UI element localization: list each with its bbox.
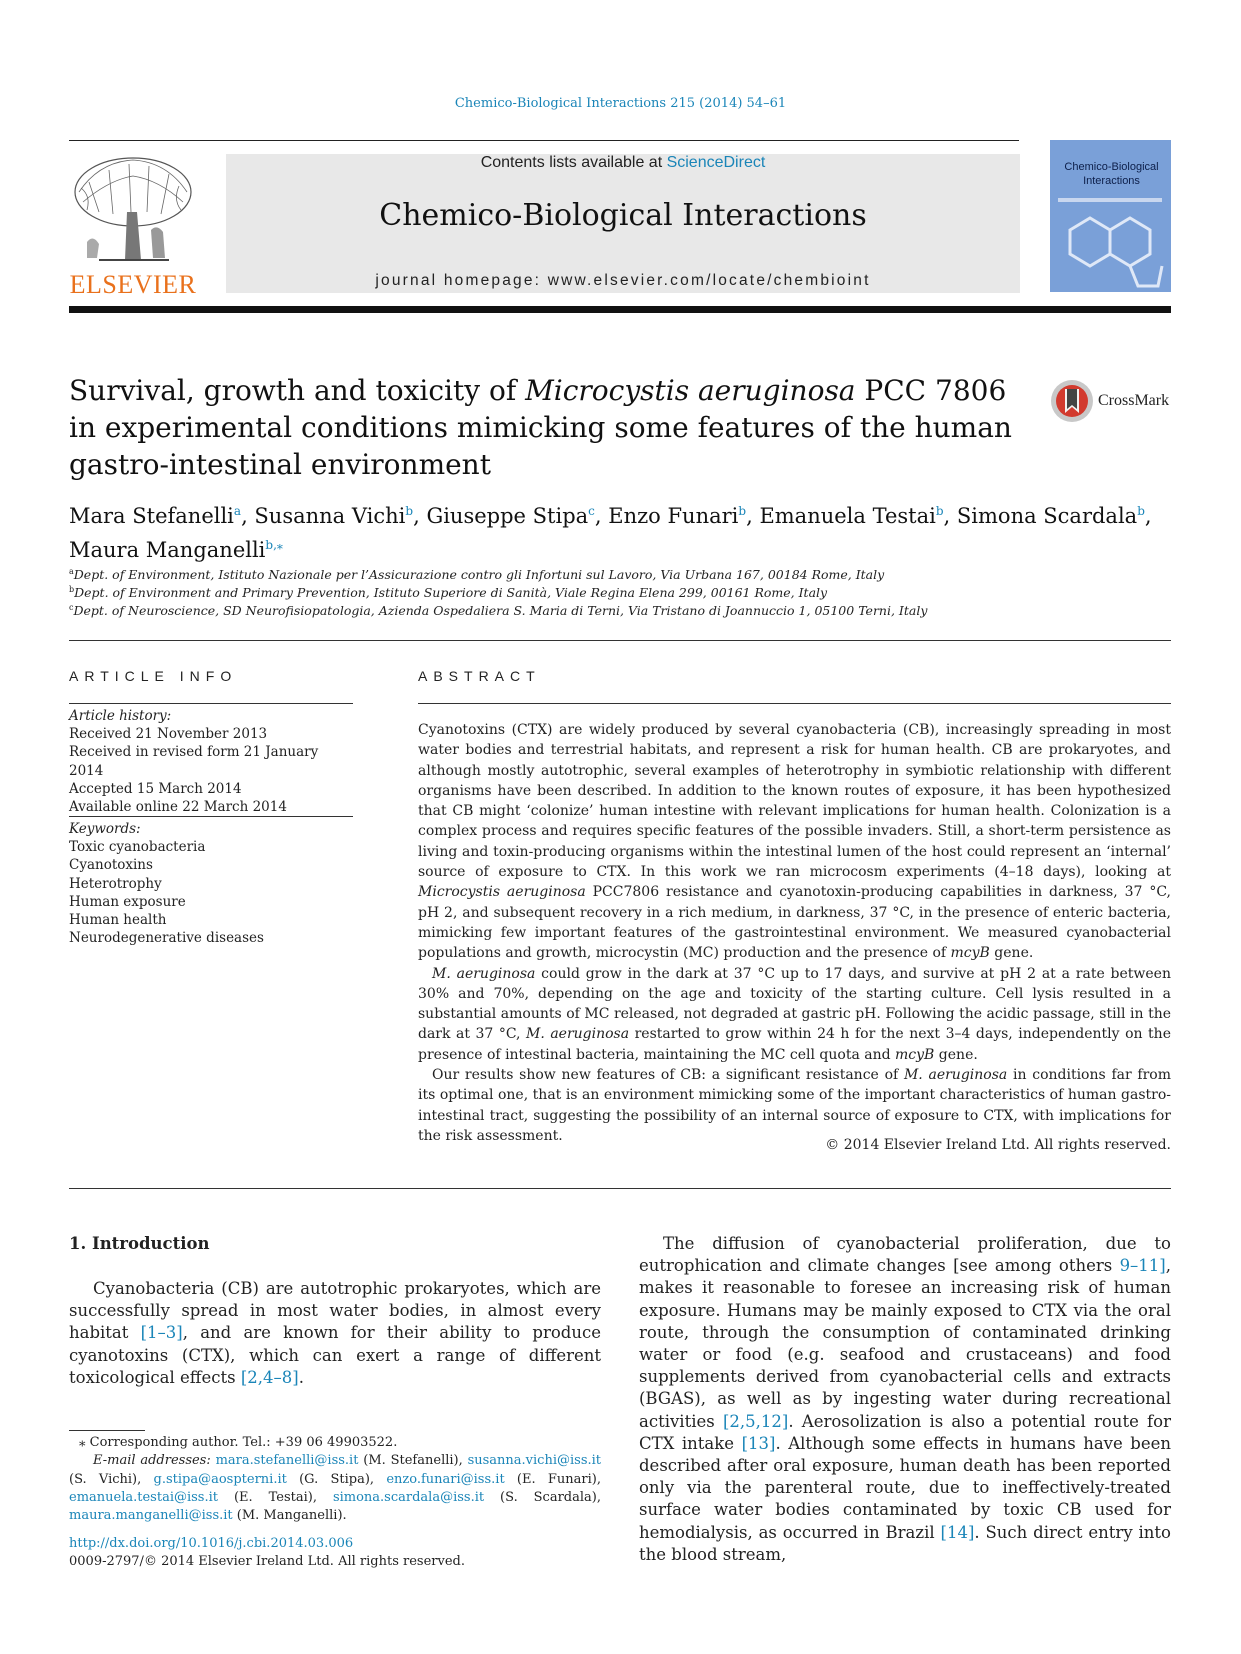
author-name: Enzo Funari (608, 504, 739, 528)
email-owner: (E. Funari), (504, 1471, 601, 1487)
footnote: ⁎ Corresponding author. Tel.: +39 06 49903522. E-mail addresses: mara.stefanelli@iss.it (M. Stefanelli), susanna.vichi@iss.it (S. Vichi), g.stipa@aospterni.it (G. Stipa), enzo.funari@iss.it (E. Funari), emanuela.testai@iss.it (E. Testai), simona.scardala@iss.it (S. Scardala), maura.manganelli@iss.it (M. Manganelli). (69, 1435, 601, 1524)
email-owner: (S. Vichi), (69, 1471, 154, 1487)
author-separator: , (241, 504, 255, 528)
email-link[interactable]: g.stipa@aospterni.it (153, 1471, 287, 1487)
author-name: Giuseppe Stipa (426, 504, 589, 528)
email-owner: (G. Stipa), (286, 1471, 387, 1487)
ref-14[interactable]: [14] (940, 1522, 975, 1542)
ref-2-4-8[interactable]: [2,4–8] (240, 1367, 299, 1387)
email-link[interactable]: emanuela.testai@iss.it (69, 1489, 218, 1505)
email-label: E-mail addresses: (93, 1453, 211, 1469)
article-info-heading: ARTICLE INFO (69, 668, 238, 684)
email-link[interactable]: simona.scardala@iss.it (332, 1489, 485, 1505)
contents-line: Contents lists available at ScienceDirect (480, 154, 766, 171)
ref-1-3[interactable]: [1–3] (140, 1323, 183, 1343)
ref-13[interactable]: [13] (741, 1433, 776, 1453)
right-column-paragraph: The diffusion of cyanobacterial proliferation, due to eutrophication and climate changes [see among others 9–11], makes it reasonable to foresee an increasing risk of human exposure. Humans may be mainly exposed to CTX via the oral route, through the consumption of contaminated drinking water or food (e.g. seafood and crustaceans) and food supplements derived from cyanobacterial cells and extracts (BGAS), as well as by ingesting water during recreational activities [2,5,12]. Aerosolization is also a potential route for CTX intake [13]. Although some effects in humans have been described after oral exposure, human death has been reported only via the parenteral route, due to ineffectively-treated surface water bodies contaminated by toxic CB used for hemodialysis, as occurred in Brazil [14]. Such direct entry into the blood stream, (639, 1234, 1171, 1564)
author-separator: , (1144, 504, 1152, 528)
doi-link[interactable]: http://dx.doi.org/10.1016/j.cbi.2014.03.006 (69, 1536, 354, 1551)
keywords-rule (69, 816, 353, 817)
cover-title: Chemico-Biological Interactions (1064, 161, 1159, 187)
author-affiliation-mark[interactable]: b (738, 504, 747, 518)
author-name: Simona Scardala (956, 504, 1138, 528)
affiliation-c: $^c$Dept. of Neuroscience, SD Neurofisiopatologia, Azienda Ospedaliera S. Maria di Terni, Via Tristano di Joannuccio 1, 05100 Terni, Italy (69, 603, 928, 618)
author-separator: , (413, 504, 427, 528)
journal-homepage[interactable]: journal homepage: www.elsevier.com/locate/chembioint (375, 272, 871, 289)
abstract-text: Cyanotoxins (CTX) are widely produced by several cyanobacteria (CB), increasingly spreading in most water bodies and terrestrial habitats, and represent a risk for human health. CB are prokaryotes, and although mostly autotrophic, several examples of heterotrophy in symbiotic relationship with different organisms have been described. In addition to the known routes of exposure, it has been hypothesized that CB might ‘colonize’ human intestine with relevant implications for human health. Colonization is a complex process and requires specific features of the possible invaders. Still, a short-term persistence as living and toxin-producing organisms within the intestinal lumen of the host could represent an ‘internal’ source of exposure to CTX. In this work we ran microcosm experiments (4–18 days), looking at Microcystis aeruginosa PCC7806 resistance and cyanotoxin-producing capabilities in darkness, 37 °C, pH 2, and subsequent recovery in a rich medium, in darkness, 37 °C, in the presence of enteric bacteria, mimicking few important features of the gastrointestinal environment. We measured cyanobacterial populations and growth, microcystin (MC) production and the presence of mcyB gene. M. aeruginosa could grow in the dark at 37 °C up to 17 days, and survive at pH 2 at a rate between 30% and 70%, depending on the age and toxicity of the starting culture. Cell lysis resulted in a substantial amounts of MC released, not degraded at gastric pH. Following the acidic passage, still in the dark at 37 °C, M. aeruginosa restarted to grow within 24 h for the next 3–4 days, independently on the presence of intestinal bacteria, maintaining the MC cell quota and mcyB gene. Our results show new features of CB: a significant resistance of M. aeruginosa in conditions far from its optimal one, that is an environment mimicking some of the important characteristics of human gastro-intestinal tract, suggesting the possibility of an internal source of exposure to CTX, with implications for the risk assessment. (418, 722, 1171, 1144)
abstract-bottom-rule (69, 1188, 1171, 1189)
author-affiliation-mark[interactable]: b (405, 504, 414, 518)
email-link[interactable]: susanna.vichi@iss.it (467, 1453, 601, 1469)
doi-block: http://dx.doi.org/10.1016/j.cbi.2014.03.006 0009-2797/© 2014 Elsevier Ireland Ltd. All rights reserved. (69, 1535, 601, 1572)
author-separator: , (943, 504, 957, 528)
article-title: Survival, growth and toxicity of Microcystis aeruginosa PCC 7806 in experimental conditions mimicking some features of the human gastro-intestinal environment (69, 374, 1012, 481)
footnote-rule (69, 1430, 145, 1431)
ref-9-11[interactable]: 9–11] (1119, 1256, 1166, 1276)
header-thick-rule (69, 306, 1171, 313)
header-rule (69, 140, 1019, 141)
author-name: Maura Manganelli (69, 538, 266, 562)
author-affiliation-mark[interactable]: c (588, 504, 595, 518)
journal-citation[interactable]: Chemico-Biological Interactions 215 (2014) 54–61 (454, 96, 787, 111)
sciencedirect-link[interactable]: ScienceDirect (666, 154, 766, 171)
affiliation-b: $^b$Dept. of Environment and Primary Prevention, Istituto Superiore di Sanità, Viale Regina Elena 299, 00161 Rome, Italy (69, 585, 828, 600)
crossmark-icon[interactable] (1050, 379, 1094, 423)
article-history: Article history: Received 21 November 2013 Received in revised form 21 January 2014 Accepted 15 March 2014 Available online 22 March 2014 (69, 708, 319, 816)
section-rule (69, 640, 1171, 641)
email-link[interactable]: mara.stefanelli@iss.it (215, 1453, 359, 1469)
author-list (69, 497, 1179, 565)
author-affiliation-mark[interactable]: b (1137, 504, 1145, 518)
abstract-heading: ABSTRACT (418, 668, 541, 684)
ref-2-5-12[interactable]: [2,5,12] (722, 1411, 789, 1431)
article-info-rule (69, 703, 353, 704)
author-affiliation-mark[interactable]: b (935, 504, 944, 518)
email-link[interactable]: enzo.funari@iss.it (386, 1471, 505, 1487)
author-separator: , (594, 504, 609, 528)
author-name: Mara Stefanelli (69, 504, 234, 528)
journal-name: Chemico-Biological Interactions (379, 198, 867, 233)
introduction-paragraph: Cyanobacteria (CB) are autotrophic prokaryotes, which are successfully spread in most water bodies, in almost every habitat [1–3], and are known for their ability to produce cyanotoxins (CTX), which can exert a range of different toxicological effects [2,4–8]. (69, 1279, 601, 1387)
email-owner: (E. Testai), (218, 1489, 333, 1505)
elsevier-wordmark: ELSEVIER (69, 270, 197, 299)
author-affiliation-mark[interactable]: b,⁎ (265, 538, 283, 552)
author-separator: , (746, 504, 760, 528)
email-owner: (S. Scardala), (484, 1489, 601, 1505)
email-link[interactable]: maura.manganelli@iss.it (69, 1508, 233, 1524)
introduction-heading: 1. Introduction (69, 1234, 210, 1253)
abstract-rule (418, 703, 1171, 704)
affiliation-a: $^a$Dept. of Environment, Istituto Nazionale per l’Assicurazione contro gli Infortuni sul Lavoro, Via Urbana 167, 00184 Rome, Italy (69, 567, 885, 582)
crossmark-label[interactable]: CrossMark (1098, 392, 1170, 409)
author-name: Susanna Vichi (254, 504, 406, 528)
abstract-copyright: © 2014 Elsevier Ireland Ltd. All rights reserved. (825, 1137, 1171, 1153)
keywords: Keywords: Toxic cyanobacteria Cyanotoxins Heterotrophy Human exposure Human health Neurodegenerative diseases (69, 821, 264, 947)
email-owner: (M. Manganelli). (232, 1508, 347, 1524)
author-affiliation-mark[interactable]: a (233, 504, 242, 518)
author-name: Emanuela Testai (759, 504, 936, 528)
email-owner: (M. Stefanelli), (358, 1453, 468, 1469)
